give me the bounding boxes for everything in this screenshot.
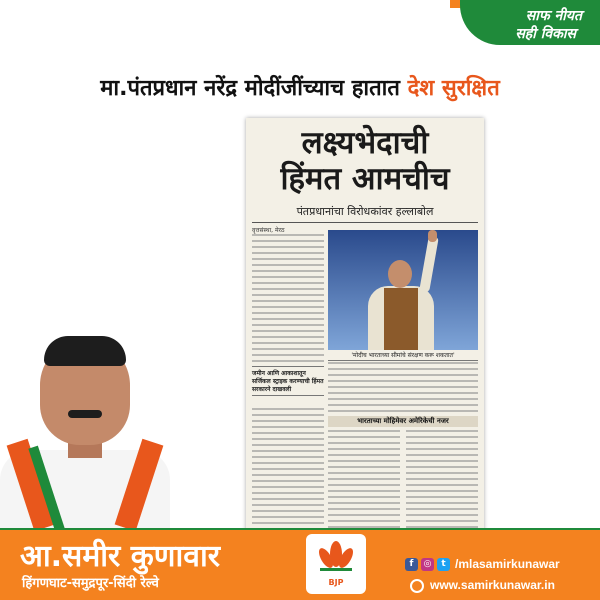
clipping-title-line-2: हिंमत आमचीच: [280, 161, 450, 197]
article-text-column-4: [328, 430, 400, 542]
headline: [0, 72, 600, 102]
photo-person-head: [388, 260, 412, 288]
portrait-hair: [44, 336, 126, 366]
party-logo-text: BJP: [328, 578, 344, 587]
constituency-label: हिंगणघाट-समुद्रपूर-सिंदी रेल्वे: [22, 576, 159, 591]
clipping-dateline: वृत्तसंस्था, मेरठ: [252, 227, 285, 234]
globe-icon: [410, 579, 424, 593]
instagram-icon[interactable]: ◎: [421, 558, 434, 571]
politician-portrait: [0, 330, 170, 530]
twitter-icon[interactable]: t: [437, 558, 450, 571]
clipping-title-line-1: लक्ष्यभेदाची: [301, 125, 429, 161]
lotus-icon: [316, 540, 356, 574]
article-text-column-3: [328, 362, 478, 412]
website-link[interactable]: www.samirkunawar.in: [430, 578, 555, 592]
article-text-column-5: [406, 430, 478, 542]
slogan-line-2: सही विकास: [515, 26, 576, 42]
facebook-icon[interactable]: f: [405, 558, 418, 571]
article-text-column-1: [252, 234, 324, 362]
social-icons: [405, 558, 450, 571]
clipping-divider: [252, 222, 478, 223]
slogan-line-1: साफ नीयत: [525, 8, 582, 24]
candidate-name: आ.समीर कुणावार: [20, 539, 220, 574]
headline-accent: देश सुरक्षित: [407, 76, 500, 101]
photo-person-vest: [384, 288, 418, 350]
headline-main: मा.पंतप्रधान नरेंद्र मोदींजींच्याच हातात: [100, 76, 400, 101]
photo-person-hand: [428, 230, 437, 242]
social-handle[interactable]: /mlasamirkunawar: [455, 557, 560, 571]
clipping-photo-caption: 'मोदीच भारताच्या सीमांचे संरक्षण करू शकतात': [328, 350, 478, 361]
article-text-column-2: [252, 408, 324, 542]
party-logo: [306, 534, 366, 594]
slogan-ribbon: [460, 0, 600, 45]
clipping-subtitle: पंतप्रधानांचा विरोधकांवर हल्लाबोल: [296, 205, 434, 218]
newspaper-clipping: [246, 118, 484, 546]
clipping-subhead: भारताच्या मोहिमेवर अमेरिकेची नजर: [328, 416, 478, 427]
portrait-mustache: [68, 410, 102, 418]
clipping-pull-quote: जमीन आणि आकाशातून सर्जिकल स्ट्राइक करण्याची हिंमत सरकारने दाखवली: [252, 366, 324, 396]
clipping-photo: [328, 230, 478, 350]
photo-person-arm: [419, 236, 439, 293]
